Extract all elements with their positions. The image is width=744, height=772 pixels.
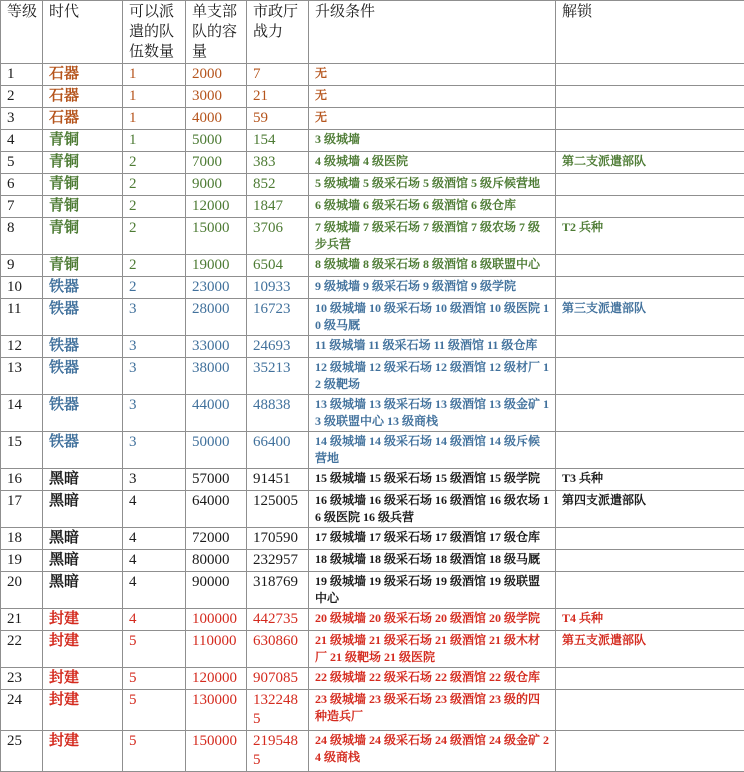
cell-conditions: 10 级城墙 10 级采石场 10 级酒馆 10 级医院 10 级马厩 (309, 299, 556, 336)
cell-level: 6 (1, 174, 43, 196)
cell-capacity: 12000 (186, 196, 247, 218)
cell-capacity: 64000 (186, 491, 247, 528)
cell-troops: 3 (123, 432, 186, 469)
cell-level: 12 (1, 336, 43, 358)
cell-unlock: 第三支派遣部队 (556, 299, 744, 336)
cell-unlock (556, 174, 744, 196)
cell-power: 125005 (247, 491, 309, 528)
cell-unlock (556, 255, 744, 277)
cell-unlock (556, 336, 744, 358)
cell-level: 5 (1, 152, 43, 174)
cell-level: 18 (1, 528, 43, 550)
cell-unlock (556, 130, 744, 152)
cell-capacity: 72000 (186, 528, 247, 550)
cell-capacity: 2000 (186, 64, 247, 86)
cell-era: 石器 (43, 108, 123, 130)
cell-troops: 4 (123, 550, 186, 572)
column-header-era: 时代 (43, 1, 123, 64)
cell-unlock: 第五支派遣部队 (556, 631, 744, 668)
cell-level: 22 (1, 631, 43, 668)
cell-capacity: 44000 (186, 395, 247, 432)
cell-capacity: 3000 (186, 86, 247, 108)
cell-unlock (556, 528, 744, 550)
cell-power: 907085 (247, 668, 309, 690)
cell-level: 3 (1, 108, 43, 130)
cell-troops: 3 (123, 358, 186, 395)
cell-unlock: T2 兵种 (556, 218, 744, 255)
table-row-level-15 (1, 432, 744, 469)
cell-level: 10 (1, 277, 43, 299)
cell-level: 25 (1, 731, 43, 772)
table-row-level-3 (1, 108, 744, 130)
cell-unlock (556, 108, 744, 130)
cell-power: 21 (247, 86, 309, 108)
cell-era: 石器 (43, 86, 123, 108)
table-row-level-24 (1, 690, 744, 731)
cell-capacity: 38000 (186, 358, 247, 395)
cell-troops: 2 (123, 196, 186, 218)
cell-capacity: 90000 (186, 572, 247, 609)
cell-conditions: 15 级城墙 15 级采石场 15 级酒馆 15 级学院 (309, 469, 556, 491)
cell-troops: 1 (123, 108, 186, 130)
cell-level: 7 (1, 196, 43, 218)
cell-troops: 1 (123, 64, 186, 86)
cell-conditions: 16 级城墙 16 级采石场 16 级酒馆 16 级农场 16 级医院 16 级兵营 (309, 491, 556, 528)
cell-era: 石器 (43, 64, 123, 86)
cell-capacity: 28000 (186, 299, 247, 336)
cell-unlock (556, 395, 744, 432)
cell-troops: 3 (123, 395, 186, 432)
table-row-level-23 (1, 668, 744, 690)
cell-capacity: 150000 (186, 731, 247, 772)
cell-power: 48838 (247, 395, 309, 432)
cell-unlock (556, 731, 744, 772)
cell-unlock (556, 86, 744, 108)
cell-era: 青铜 (43, 174, 123, 196)
cell-level: 15 (1, 432, 43, 469)
cell-level: 23 (1, 668, 43, 690)
cell-era: 封建 (43, 631, 123, 668)
cell-era: 封建 (43, 668, 123, 690)
cell-capacity: 7000 (186, 152, 247, 174)
column-header-power: 市政厅战力 (247, 1, 309, 64)
cell-troops: 2 (123, 277, 186, 299)
cell-capacity: 19000 (186, 255, 247, 277)
cell-conditions: 20 级城墙 20 级采石场 20 级酒馆 20 级学院 (309, 609, 556, 631)
cell-power: 10933 (247, 277, 309, 299)
cell-level: 13 (1, 358, 43, 395)
cell-era: 青铜 (43, 218, 123, 255)
cell-power: 2195485 (247, 731, 309, 772)
table-row-level-20 (1, 572, 744, 609)
header-row (1, 1, 744, 64)
cell-conditions: 8 级城墙 8 级采石场 8 级酒馆 8 级联盟中心 (309, 255, 556, 277)
cell-troops: 5 (123, 668, 186, 690)
cell-conditions: 无 (309, 64, 556, 86)
cell-era: 黑暗 (43, 572, 123, 609)
cell-power: 318769 (247, 572, 309, 609)
column-header-troops: 可以派遣的队伍数量 (123, 1, 186, 64)
cell-power: 154 (247, 130, 309, 152)
cell-era: 铁器 (43, 432, 123, 469)
cell-unlock (556, 550, 744, 572)
table-row-level-9 (1, 255, 744, 277)
cell-power: 442735 (247, 609, 309, 631)
cell-capacity: 33000 (186, 336, 247, 358)
cell-conditions: 21 级城墙 21 级采石场 21 级酒馆 21 级木材厂 21 级靶场 21 级医院 (309, 631, 556, 668)
cell-conditions: 5 级城墙 5 级采石场 5 级酒馆 5 级斥候营地 (309, 174, 556, 196)
table-row-level-22 (1, 631, 744, 668)
cell-conditions: 19 级城墙 19 级采石场 19 级酒馆 19 级联盟中心 (309, 572, 556, 609)
cell-power: 35213 (247, 358, 309, 395)
cell-capacity: 80000 (186, 550, 247, 572)
cell-era: 青铜 (43, 255, 123, 277)
cell-power: 3706 (247, 218, 309, 255)
cell-capacity: 57000 (186, 469, 247, 491)
cell-level: 9 (1, 255, 43, 277)
table-row-level-17 (1, 491, 744, 528)
cell-unlock (556, 690, 744, 731)
cell-conditions: 12 级城墙 12 级采石场 12 级酒馆 12 级材厂 12 级靶场 (309, 358, 556, 395)
cell-conditions: 无 (309, 108, 556, 130)
cell-power: 1847 (247, 196, 309, 218)
cell-level: 4 (1, 130, 43, 152)
cell-era: 铁器 (43, 277, 123, 299)
cell-troops: 4 (123, 609, 186, 631)
cell-era: 封建 (43, 690, 123, 731)
cell-level: 2 (1, 86, 43, 108)
cell-power: 91451 (247, 469, 309, 491)
cell-level: 11 (1, 299, 43, 336)
cell-troops: 2 (123, 152, 186, 174)
table-row-level-16 (1, 469, 744, 491)
cell-capacity: 110000 (186, 631, 247, 668)
column-header-capacity: 单支部队的容量 (186, 1, 247, 64)
cell-troops: 3 (123, 299, 186, 336)
cell-era: 铁器 (43, 299, 123, 336)
cell-unlock (556, 432, 744, 469)
cell-troops: 3 (123, 469, 186, 491)
cell-conditions: 13 级城墙 13 级采石场 13 级酒馆 13 级金矿 13 级联盟中心 13 级商栈 (309, 395, 556, 432)
cell-troops: 2 (123, 218, 186, 255)
cell-troops: 1 (123, 86, 186, 108)
cell-era: 铁器 (43, 395, 123, 432)
cell-power: 232957 (247, 550, 309, 572)
table-row-level-13 (1, 358, 744, 395)
cell-unlock (556, 572, 744, 609)
cell-troops: 4 (123, 491, 186, 528)
cell-unlock: 第二支派遣部队 (556, 152, 744, 174)
cell-troops: 5 (123, 631, 186, 668)
table-row-level-14 (1, 395, 744, 432)
column-header-conditions: 升级条件 (309, 1, 556, 64)
cell-troops: 4 (123, 528, 186, 550)
cell-level: 21 (1, 609, 43, 631)
table-row-level-5 (1, 152, 744, 174)
cell-troops: 4 (123, 572, 186, 609)
cell-level: 20 (1, 572, 43, 609)
cell-level: 1 (1, 64, 43, 86)
cell-unlock (556, 358, 744, 395)
cell-conditions: 23 级城墙 23 级采石场 23 级酒馆 23 级的四种造兵厂 (309, 690, 556, 731)
cell-conditions: 11 级城墙 11 级采石场 11 级酒馆 11 级仓库 (309, 336, 556, 358)
cell-troops: 5 (123, 731, 186, 772)
table-row-level-10 (1, 277, 744, 299)
cell-power: 66400 (247, 432, 309, 469)
cell-unlock (556, 64, 744, 86)
cell-troops: 5 (123, 690, 186, 731)
cell-era: 铁器 (43, 336, 123, 358)
cell-capacity: 15000 (186, 218, 247, 255)
cell-level: 8 (1, 218, 43, 255)
cell-capacity: 100000 (186, 609, 247, 631)
cell-capacity: 120000 (186, 668, 247, 690)
table-row-level-21 (1, 609, 744, 631)
cell-level: 19 (1, 550, 43, 572)
table-row-level-19 (1, 550, 744, 572)
table-row-level-8 (1, 218, 744, 255)
cell-conditions: 18 级城墙 18 级采石场 18 级酒馆 18 级马厩 (309, 550, 556, 572)
table-row-level-7 (1, 196, 744, 218)
cell-era: 青铜 (43, 196, 123, 218)
column-header-level: 等级 (1, 1, 43, 64)
cell-power: 6504 (247, 255, 309, 277)
cell-power: 630860 (247, 631, 309, 668)
cell-power: 170590 (247, 528, 309, 550)
cell-era: 封建 (43, 731, 123, 772)
cell-capacity: 23000 (186, 277, 247, 299)
cell-power: 383 (247, 152, 309, 174)
table-row-level-6 (1, 174, 744, 196)
cell-unlock (556, 668, 744, 690)
cell-troops: 3 (123, 336, 186, 358)
cell-power: 24693 (247, 336, 309, 358)
cell-unlock (556, 196, 744, 218)
cell-power: 1322485 (247, 690, 309, 731)
cell-power: 852 (247, 174, 309, 196)
cell-unlock: 第四支派遣部队 (556, 491, 744, 528)
table-row-level-1 (1, 64, 744, 86)
cell-capacity: 9000 (186, 174, 247, 196)
table-row-level-12 (1, 336, 744, 358)
cell-era: 黑暗 (43, 469, 123, 491)
cell-troops: 2 (123, 255, 186, 277)
cell-power: 16723 (247, 299, 309, 336)
cell-era: 黑暗 (43, 550, 123, 572)
cell-level: 16 (1, 469, 43, 491)
cell-conditions: 17 级城墙 17 级采石场 17 级酒馆 17 级仓库 (309, 528, 556, 550)
cell-capacity: 50000 (186, 432, 247, 469)
cell-capacity: 130000 (186, 690, 247, 731)
cell-capacity: 4000 (186, 108, 247, 130)
cell-level: 17 (1, 491, 43, 528)
table-row-level-18 (1, 528, 744, 550)
cell-era: 青铜 (43, 152, 123, 174)
cell-conditions: 无 (309, 86, 556, 108)
cell-conditions: 22 级城墙 22 级采石场 22 级酒馆 22 级仓库 (309, 668, 556, 690)
cell-level: 14 (1, 395, 43, 432)
cell-troops: 1 (123, 130, 186, 152)
table-row-level-4 (1, 130, 744, 152)
cell-conditions: 24 级城墙 24 级采石场 24 级酒馆 24 级金矿 24 级商栈 (309, 731, 556, 772)
table-row-level-11 (1, 299, 744, 336)
cell-conditions: 6 级城墙 6 级采石场 6 级酒馆 6 级仓库 (309, 196, 556, 218)
cell-power: 7 (247, 64, 309, 86)
table-row-level-2 (1, 86, 744, 108)
cell-capacity: 5000 (186, 130, 247, 152)
cell-conditions: 14 级城墙 14 级采石场 14 级酒馆 14 级斥候营地 (309, 432, 556, 469)
cell-power: 59 (247, 108, 309, 130)
column-header-unlock: 解锁 (556, 1, 744, 64)
cell-era: 铁器 (43, 358, 123, 395)
cell-troops: 2 (123, 174, 186, 196)
cell-unlock: T3 兵种 (556, 469, 744, 491)
cell-era: 青铜 (43, 130, 123, 152)
table-row-level-25 (1, 731, 744, 772)
cell-era: 黑暗 (43, 528, 123, 550)
cell-conditions: 4 级城墙 4 级医院 (309, 152, 556, 174)
cell-era: 黑暗 (43, 491, 123, 528)
cell-era: 封建 (43, 609, 123, 631)
cell-conditions: 9 级城墙 9 级采石场 9 级酒馆 9 级学院 (309, 277, 556, 299)
cell-unlock: T4 兵种 (556, 609, 744, 631)
cell-unlock (556, 277, 744, 299)
cell-level: 24 (1, 690, 43, 731)
table-body (1, 64, 744, 772)
cell-conditions: 3 级城墙 (309, 130, 556, 152)
cell-conditions: 7 级城墙 7 级采石场 7 级酒馆 7 级农场 7 级步兵营 (309, 218, 556, 255)
